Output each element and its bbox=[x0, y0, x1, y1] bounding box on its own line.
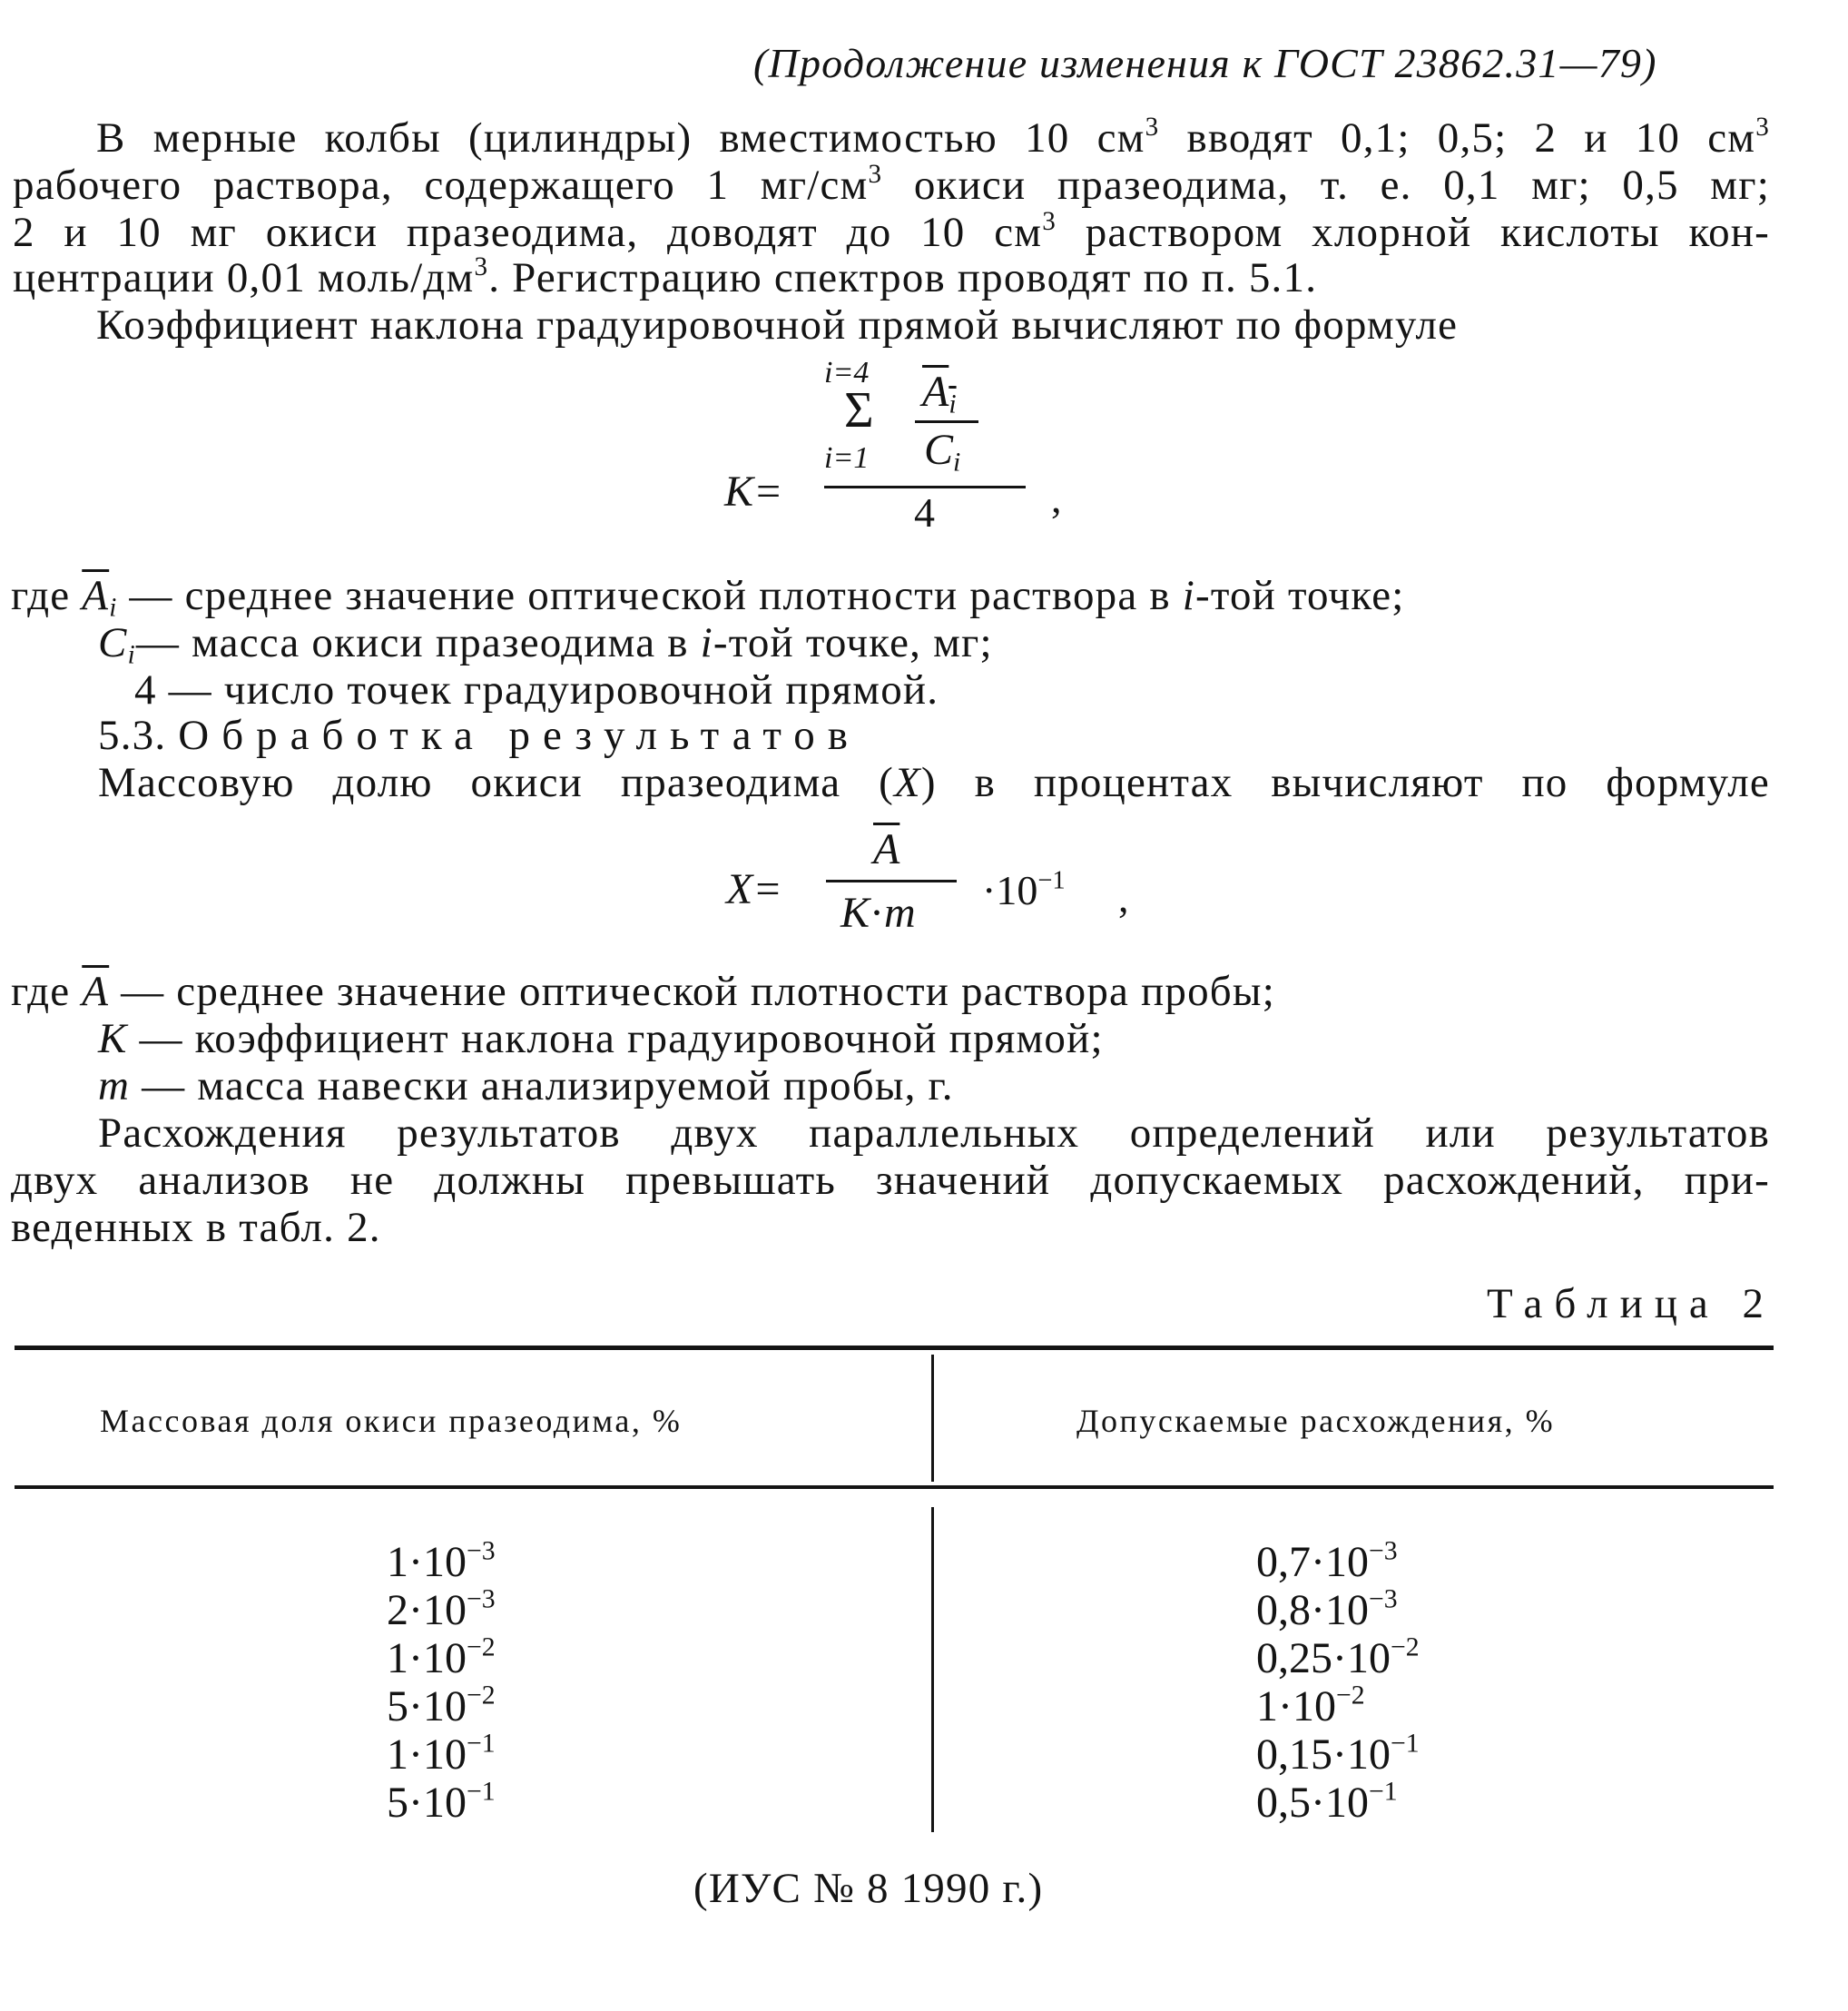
table-body-col1 bbox=[387, 1535, 496, 1827]
paragraph-line: веденных в табл. 2. bbox=[11, 1204, 381, 1251]
table-header-col2: Допускаемые расхождения, % bbox=[1076, 1403, 1556, 1439]
table-body-col2 bbox=[1256, 1535, 1420, 1827]
table-cell: $1\cdot 10^{-2}$ bbox=[1256, 1680, 1365, 1730]
table-top-rule bbox=[15, 1346, 1774, 1350]
table-cell: $1\cdot 10^{-3}$ bbox=[387, 1535, 496, 1586]
sum-upper-limit: i=4 bbox=[824, 356, 870, 389]
legend-line: 4 — число точек градуировочной прямой. bbox=[134, 666, 939, 714]
table-cell: $0,25\cdot 10^{-2}$ bbox=[1256, 1631, 1420, 1682]
inner-numerator: $A_i$ bbox=[922, 368, 957, 419]
table-cell: $0,15\cdot 10^{-1}$ bbox=[1256, 1728, 1420, 1779]
paragraph-line: Коэффициент наклона градуировочной прямой вычисляют по формуле bbox=[96, 301, 1459, 349]
formula-multiplier: $\cdot 10^{-1}$ bbox=[982, 866, 1066, 913]
paragraph-line: центрации 0,01 моль/$дм^3$. Регистрацию спектров проводят по п. 5.1. bbox=[13, 251, 1318, 301]
paragraph-line: 2 и 10 мг окиси празеодима, доводят до 10 $см^3$ раствором хлорной кислоты кон- bbox=[13, 206, 1770, 256]
inner-denominator: $C_i$ bbox=[924, 426, 961, 478]
outer-denominator: 4 bbox=[914, 489, 935, 536]
paragraph-line: рабочего раствора, содержащего 1 $мг/см^3$ окиси празеодима, т. е. 0,1 мг; 0,5 мг; bbox=[13, 159, 1770, 209]
sum-lower-limit: i=1 bbox=[824, 441, 870, 475]
table-caption: Таблица 2 bbox=[1487, 1280, 1776, 1327]
inner-fraction-bar bbox=[915, 420, 978, 423]
formula-numerator: $\overline{A}$ bbox=[873, 825, 900, 873]
table-column-divider bbox=[931, 1355, 934, 1482]
table-cell: $5\cdot 10^{-1}$ bbox=[387, 1776, 496, 1827]
table-cell: $1\cdot 10^{-2}$ bbox=[387, 1631, 496, 1682]
table-cell: $0,8\cdot 10^{-3}$ bbox=[1256, 1583, 1398, 1634]
table-cell: $1\cdot 10^{-1}$ bbox=[387, 1728, 496, 1779]
paragraph-line: двух анализов не должны превышать значений допускаемых расхождений, при- bbox=[11, 1157, 1770, 1204]
paragraph-line: Расхождения результатов двух параллельных определений или результатов bbox=[98, 1109, 1770, 1157]
table-cell: $5\cdot 10^{-2}$ bbox=[387, 1680, 496, 1730]
table-cell: $0,5\cdot 10^{-1}$ bbox=[1256, 1776, 1398, 1827]
formula-lhs: X= bbox=[726, 865, 782, 913]
table-cell: $2\cdot 10^{-3}$ bbox=[387, 1583, 496, 1634]
formula-lhs: K= bbox=[724, 468, 783, 516]
fraction-bar bbox=[826, 880, 957, 882]
formula-comma: , bbox=[1051, 475, 1062, 521]
formula-denominator: K·m bbox=[840, 889, 916, 937]
legend-line: где $\overline{A}$ — среднее значение оптической плотности раствора пробы; bbox=[11, 968, 1275, 1015]
table-header-rule bbox=[15, 1485, 1774, 1489]
paragraph-line: В мерные колбы (цилиндры) вместимостью 10 $см^3$ вводят 0,1; 0,5; 2 и 10 $см^3$ bbox=[96, 112, 1770, 162]
table-column-divider bbox=[931, 1507, 934, 1832]
formula-comma: , bbox=[1118, 874, 1129, 921]
continuation-header: (Продолжение изменения к ГОСТ 23862.31—79) bbox=[753, 40, 1657, 86]
table-header-col1: Массовая доля окиси празеодима, % bbox=[100, 1403, 683, 1439]
table-cell: $0,7\cdot 10^{-3}$ bbox=[1256, 1535, 1398, 1586]
legend-line: где $\overline{A}_i$ — среднее значение оптической плотности раствора в i-той точке; bbox=[11, 572, 1405, 623]
legend-line: K — коэффициент наклона градуировочной прямой; bbox=[98, 1015, 1104, 1062]
footer-ius: (ИУС № 8 1990 г.) bbox=[693, 1865, 1044, 1912]
sum-symbol: Σ bbox=[844, 382, 874, 439]
legend-line: m — масса навески анализируемой пробы, г. bbox=[98, 1062, 954, 1109]
section-heading: 5.3. Обработка результатов bbox=[98, 712, 860, 759]
legend-line: $C_i—$ масса окиси празеодима в i-той точке, мг; bbox=[98, 619, 993, 670]
paragraph-line: Массовую долю окиси празеодима (X) в процентах вычисляют по формуле bbox=[98, 759, 1770, 806]
